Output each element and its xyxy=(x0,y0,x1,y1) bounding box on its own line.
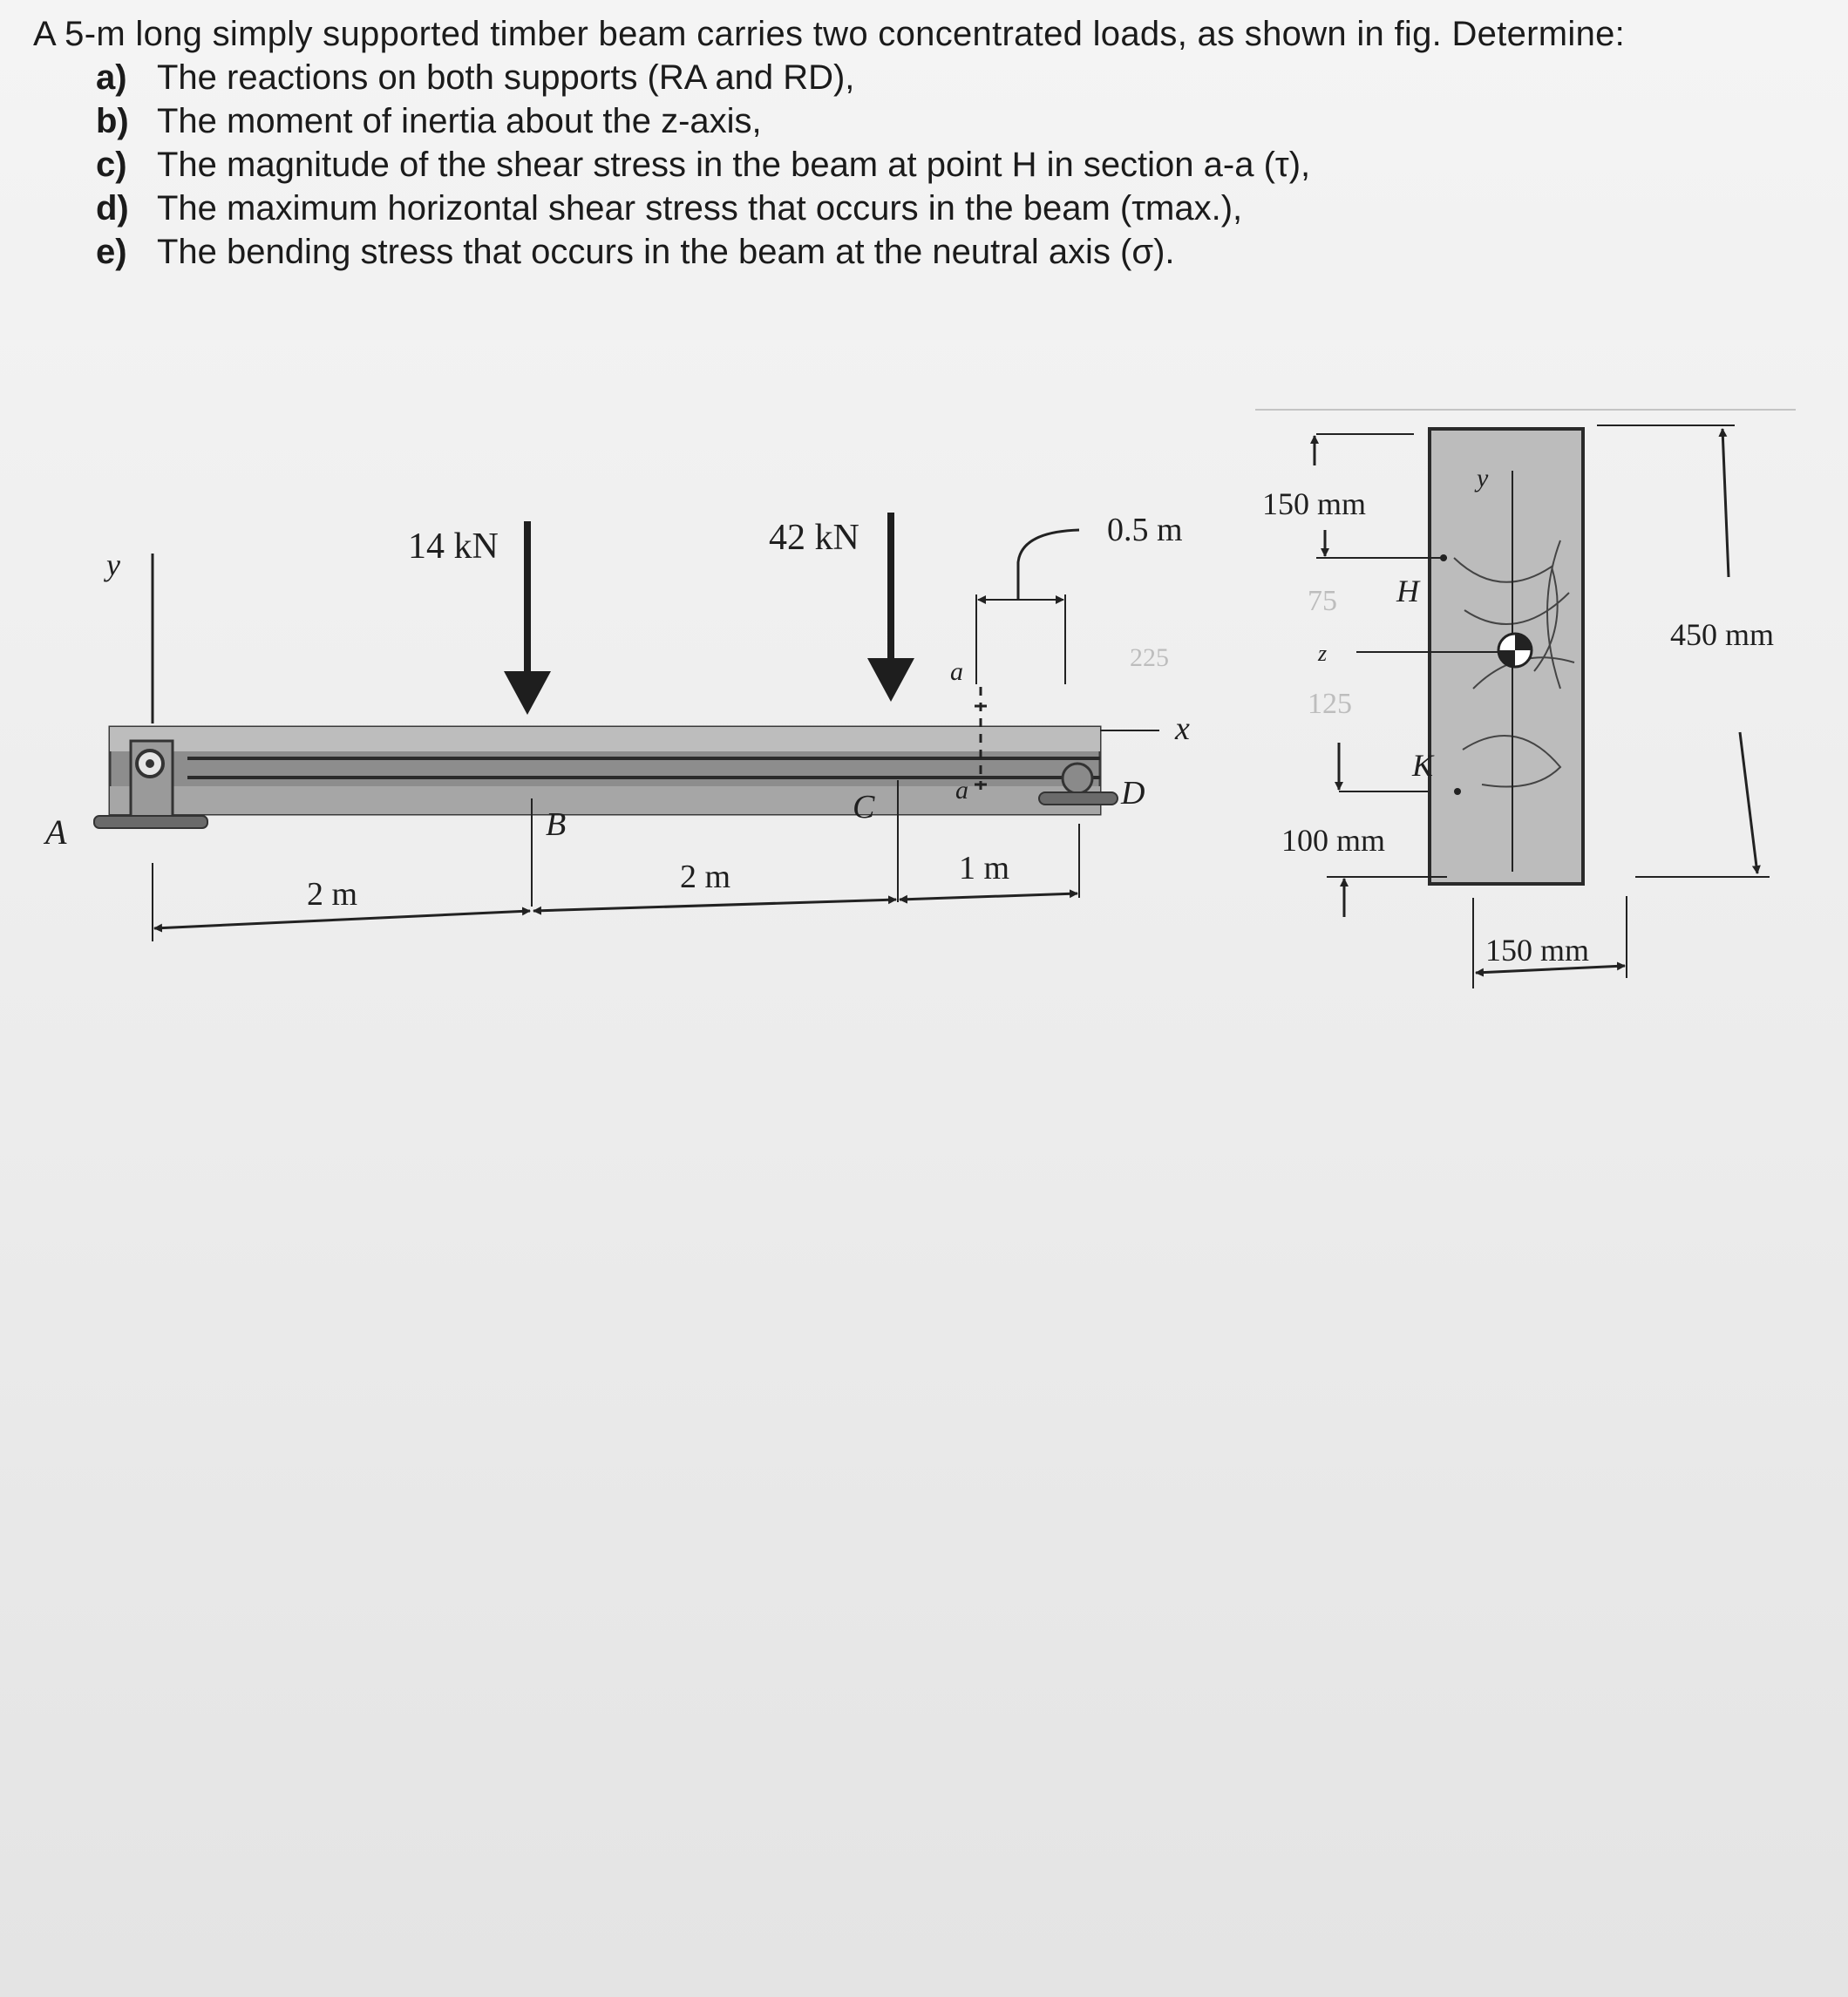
section-z-label: z xyxy=(1318,641,1328,666)
task-text: The moment of inertia about the z-axis, xyxy=(157,102,762,140)
point-k-dot xyxy=(1454,788,1461,795)
problem-intro: A 5-m long simply supported timber beam carries two concentrated loads, as shown in fig. Determine: xyxy=(33,15,1626,53)
task-text: The maximum horizontal shear stress that occurs in the beam (τmax.), xyxy=(157,189,1243,228)
task-item xyxy=(96,99,1672,143)
point-k-label: K xyxy=(1412,748,1434,783)
handwritten-note-225: 225 xyxy=(1130,643,1169,672)
centroid-symbol xyxy=(1498,634,1532,667)
task-item xyxy=(96,56,1672,99)
task-list xyxy=(33,56,1672,274)
section-mark-bottom: a xyxy=(955,776,968,805)
dim-bottom-label: 100 mm xyxy=(1281,823,1386,858)
handwritten-note-125: 125 xyxy=(1308,688,1352,720)
task-letter: a) xyxy=(96,58,127,97)
point-b-label: B xyxy=(546,806,567,843)
task-letter: d) xyxy=(96,189,129,228)
dim-height-label: 450 mm xyxy=(1670,617,1775,652)
task-letter: e) xyxy=(96,233,127,271)
span-ab-label: 2 m xyxy=(307,876,358,913)
task-text: The reactions on both supports (RA and RD), xyxy=(157,58,855,97)
task-item xyxy=(96,187,1672,230)
section-y-label: y xyxy=(1477,464,1489,492)
span-dimension-line xyxy=(153,824,1079,941)
load-arrow-14kn xyxy=(504,521,551,715)
beam-figure xyxy=(0,384,1848,1046)
point-d-label: D xyxy=(1121,775,1145,812)
load-1-label: 14 kN xyxy=(408,526,499,567)
dim-top-label: 150 mm xyxy=(1262,486,1367,521)
point-c-label: C xyxy=(853,789,875,825)
span-cd-label: 1 m xyxy=(959,850,1010,886)
y-axis-label: y xyxy=(106,547,120,582)
section-offset-label: 0.5 m xyxy=(1107,512,1183,548)
task-letter: c) xyxy=(96,146,127,184)
load-arrow-42kn xyxy=(867,513,914,702)
point-a-label: A xyxy=(45,812,67,852)
section-mark-top: a xyxy=(950,657,963,686)
handwritten-note-75: 75 xyxy=(1308,585,1337,617)
task-item xyxy=(96,230,1672,274)
span-bc-label: 2 m xyxy=(680,859,731,895)
task-text: The bending stress that occurs in the beam at the neutral axis (σ). xyxy=(157,233,1175,271)
beam-top-flange xyxy=(110,727,1100,751)
point-h-dot xyxy=(1440,554,1447,561)
dim-width-label: 150 mm xyxy=(1485,933,1590,968)
beam-bottom-flange xyxy=(110,786,1100,814)
task-text: The magnitude of the shear stress in the beam at point H in section a-a (τ), xyxy=(157,146,1311,184)
problem-statement xyxy=(33,12,1672,274)
x-axis-label: x xyxy=(1175,710,1190,747)
task-item xyxy=(96,143,1672,187)
task-letter: b) xyxy=(96,102,129,140)
section-offset-dimension xyxy=(976,530,1079,684)
point-h-label: H xyxy=(1396,574,1419,608)
beam-elevation xyxy=(43,512,1190,941)
load-2-label: 42 kN xyxy=(769,518,859,558)
cross-section xyxy=(1130,410,1796,988)
